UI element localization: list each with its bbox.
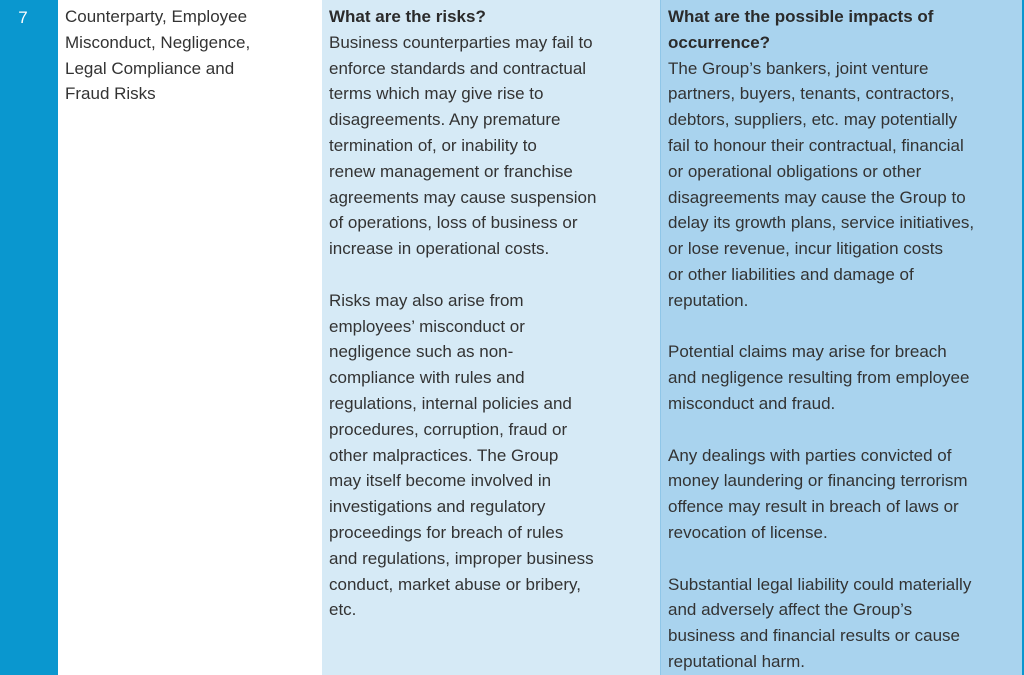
paragraph-line: conduct, market abuse or bribery,: [329, 574, 581, 594]
paragraph-line: partners, buyers, tenants, contractors,: [668, 84, 955, 104]
impacts-heading-line: occurrence?: [668, 32, 771, 52]
impacts-heading-line: What are the possible impacts of: [668, 7, 934, 26]
paragraph-line: and regulations, improper business: [329, 548, 594, 568]
paragraph-line: The Group’s bankers, joint venture: [668, 58, 929, 78]
row-number: 7: [18, 8, 28, 27]
risk-category-cell: [58, 0, 322, 675]
paragraph-line: revocation of license.: [668, 522, 828, 542]
risks-paragraph: [329, 30, 656, 262]
paragraph-line: reputation.: [668, 290, 749, 310]
paragraph-line: or lose revenue, incur litigation costs: [668, 239, 943, 259]
paragraph-line: or other liabilities and damage of: [668, 264, 914, 284]
paragraph-line: proceedings for breach of rules: [329, 522, 564, 542]
paragraph-line: Potential claims may arise for breach: [668, 342, 947, 362]
paragraph-line: offence may result in breach of laws or: [668, 497, 959, 517]
paragraph-line: other malpractices. The Group: [329, 445, 559, 465]
category-line: Misconduct, Negligence,: [65, 32, 251, 52]
paragraph-line: employees’ misconduct or: [329, 316, 525, 336]
paragraph-line: investigations and regulatory: [329, 497, 546, 517]
category-line: Fraud Risks: [65, 84, 156, 104]
paragraph-line: compliance with rules and: [329, 368, 525, 388]
risks-cell: [322, 0, 660, 675]
paragraph-line: etc.: [329, 600, 357, 620]
category-line: Legal Compliance and: [65, 58, 235, 78]
paragraph-line: Business counterparties may fail to: [329, 32, 593, 52]
paragraph-line: business and financial results or cause: [668, 626, 960, 646]
risks-heading: What are the risks?: [329, 7, 486, 26]
paragraph-line: procedures, corruption, fraud or: [329, 419, 568, 439]
paragraph-line: negligence such as non-: [329, 342, 514, 362]
paragraph-line: of operations, loss of business or: [329, 213, 578, 233]
paragraph-line: and adversely affect the Group’s: [668, 600, 913, 620]
impacts-paragraph: [668, 572, 1018, 675]
row-number-cell: [0, 0, 58, 675]
paragraph-line: may itself become involved in: [329, 471, 552, 491]
paragraph-line: agreements may cause suspension: [329, 187, 597, 207]
paragraph-line: money laundering or financing terrorism: [668, 471, 968, 491]
paragraph-line: and negligence resulting from employee: [668, 368, 970, 388]
paragraph-line: Risks may also arise from: [329, 290, 524, 310]
paragraph-line: Any dealings with parties convicted of: [668, 445, 952, 465]
paragraph-line: misconduct and fraud.: [668, 393, 836, 413]
paragraph-line: disagreements may cause the Group to: [668, 187, 966, 207]
paragraph-line: disagreements. Any premature: [329, 110, 561, 130]
impacts-paragraph: [668, 339, 1018, 416]
paragraph-line: or operational obligations or other: [668, 161, 922, 181]
paragraph-line: terms which may give rise to: [329, 84, 544, 104]
impacts-paragraph: [668, 56, 1018, 314]
category-line: Counterparty, Employee: [65, 7, 248, 26]
risks-paragraph: [329, 288, 656, 623]
paragraph-line: Substantial legal liability could materially: [668, 574, 972, 594]
paragraph-line: termination of, or inability to: [329, 135, 537, 155]
paragraph-line: enforce standards and contractual: [329, 58, 587, 78]
paragraph-line: delay its growth plans, service initiatives,: [668, 213, 975, 233]
paragraph-line: fail to honour their contractual, financial: [668, 135, 964, 155]
paragraph-line: regulations, internal policies and: [329, 393, 572, 413]
impacts-paragraph: [668, 443, 1018, 546]
paragraph-line: renew management or franchise: [329, 161, 573, 181]
impacts-cell: [660, 0, 1022, 675]
paragraph-line: debtors, suppliers, etc. may potentially: [668, 110, 958, 130]
paragraph-line: reputational harm.: [668, 651, 806, 671]
paragraph-line: increase in operational costs.: [329, 239, 550, 259]
